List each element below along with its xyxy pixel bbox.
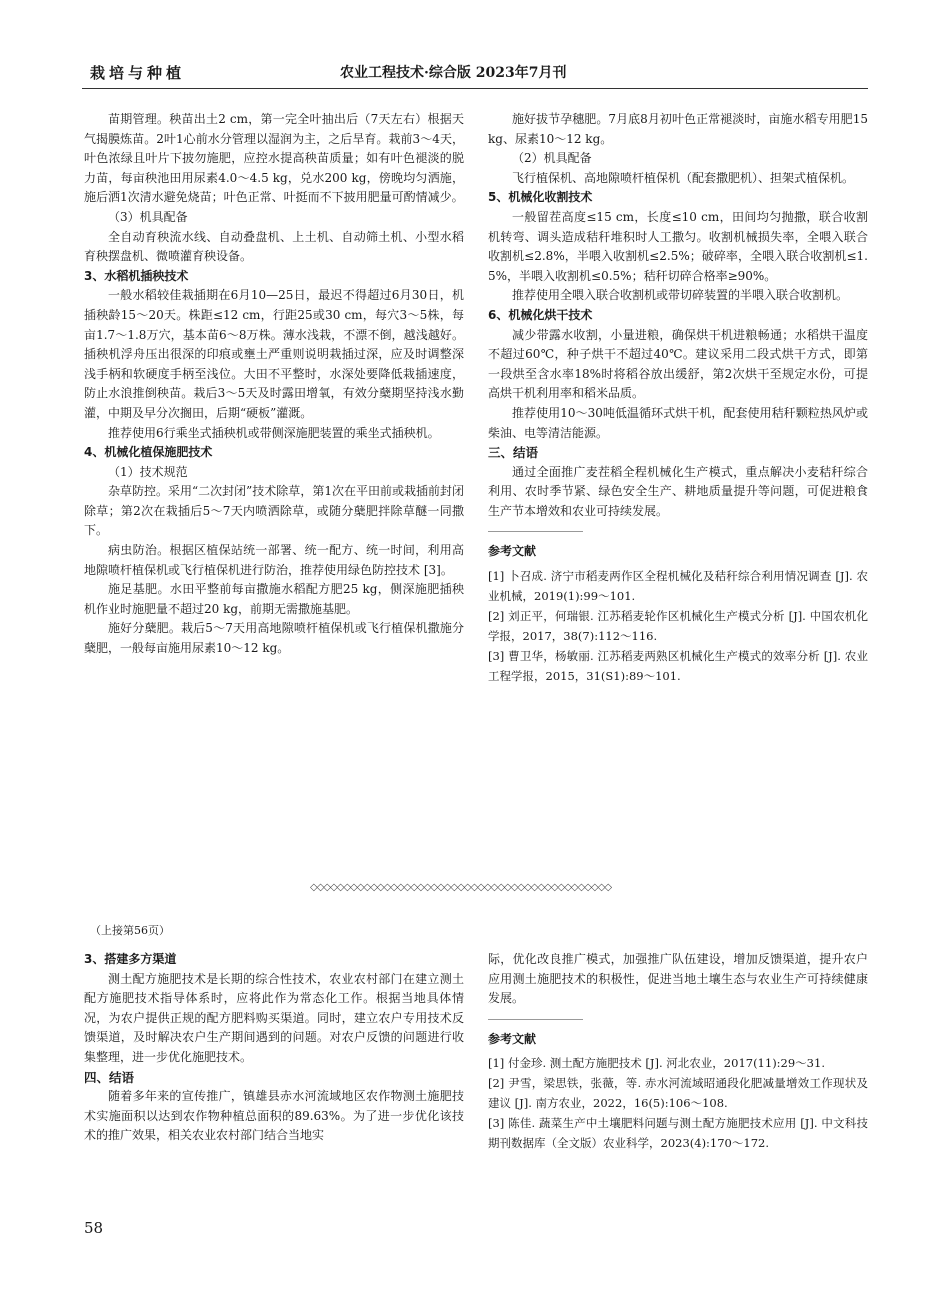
- paragraph: 通过全面推广麦茬稻全程机械化生产模式，重点解决小麦秸秆综合利用、农时季节紧、绿色安全生产、耕地质量提升等问题，可促进粮食生产节本增效和农业可持续发展。: [488, 464, 868, 518]
- section-heading: 5、机械化收割技术: [488, 190, 593, 205]
- reference-item: [1] 卜召成. 济宁市稻麦两作区全程机械化及秸秆综合利用情况调查 [J]. 农业机械，2019(1):99～101.: [488, 569, 868, 604]
- paragraph: 施足基肥。水田平整前每亩撒施水稻配方肥25 kg，侧深施肥插秧机作业时施肥量不超过20 kg，前期无需撒施基肥。: [84, 582, 464, 616]
- paragraph: 一般留茬高度≤15 cm，长度≤10 cm，田间均匀抛撒，联合收割机转弯、调头造成秸秆堆积时人工撒匀。收割机械损失率，全喂入联合收割机≤2.8%，半喂入收割机≤2.5%；破碎率，全喂入联合收割机≤1.5%，半喂入收割机≤0.5%；秸秆切碎合格率≥90%。: [488, 209, 868, 283]
- paragraph: 推荐使用10～30吨低温循环式烘干机，配套使用秸秆颗粒热风炉或柴油、电等清洁能源。: [488, 405, 868, 440]
- section-divider: ◇◇◇◇◇◇◇◇◇◇◇◇◇◇◇◇◇◇◇◇◇◇◇◇◇◇◇◇◇◇◇◇◇◇◇◇◇◇◇◇◇◇◇◇◇: [310, 882, 612, 893]
- subheading: （1）技术规范: [108, 464, 188, 479]
- lower-right-column: [488, 950, 868, 1153]
- reference-rule: [488, 1019, 583, 1020]
- section-heading: 3、搭建多方渠道: [84, 952, 177, 966]
- section-label: 栽培与种植: [90, 64, 186, 82]
- reference-item: [2] 刘正平，何瑞银. 江苏稻麦轮作区机械化生产模式分析 [J]. 中国农机化学报，2017，38(7):112～116.: [488, 609, 868, 644]
- paragraph: 际，优化改良推广模式，加强推广队伍建设，增加反馈渠道，提升农户应用测土施肥技术的积极性，促进当地土壤生态与农业生产可持续健康发展。: [488, 952, 868, 1006]
- reference-item: [2] 尹雪，梁思铁，张薇，等. 赤水河流域昭通段化肥减量增效工作现状及建议 [J]. 南方农业，2022，16(5):106～108.: [488, 1076, 868, 1111]
- lower-left-column: [84, 950, 464, 1146]
- paragraph: 施好拔节孕穗肥。7月底8月初叶色正常褪淡时，亩施水稻专用肥15 kg、尿素10～12 kg。: [488, 112, 868, 146]
- section-heading: 3、水稻机插秧技术: [84, 268, 189, 283]
- reference-rule: [488, 531, 583, 532]
- references-title: 参考文献: [488, 544, 537, 559]
- paragraph: 减少带露水收割，小量进粮，确保烘干机进粮畅通；水稻烘干温度不超过60℃，种子烘干不超过40℃。建议采用二段式烘干方式，即第一段烘至含水率18%时将稻谷放出缓舒，第2次烘干至规定水份，可提高烘干机利用率和稻米品质。: [488, 327, 868, 401]
- paragraph: 一般水稻较佳栽插期在6月10—25日，最迟不得超过6月30日，机插秧龄15～20天。株距≤12 cm，行距25或30 cm，每穴3～5株，每亩1.7～1.8万穴，基本苗6～8万株。薄水浅栽，不漂不倒，越浅越好。插秧机浮舟压出很深的印痕或壅土严重则说明栽插过深，应及时调整深浅手柄和软硬度手柄至浅位。大田不平整时，水深处要降低栽插速度，防止水浪推倒秧苗。栽后3～5天及时露田增氧，有效分蘖期坚持浅水勤灌，中期及早分次搁田，后期“硬板”灌溉。: [84, 288, 464, 420]
- upper-right-column: [488, 110, 868, 686]
- page-number: 58: [84, 1219, 104, 1237]
- header-rule: [82, 88, 868, 89]
- paragraph: 测土配方施肥技术是长期的综合性技术，农业农村部门在建立测土配方施肥技术指导体系时，应将此作为常态化工作。根据当地具体情况，为农户提供正规的配方肥料购买渠道。同时，建立农户专用技术反馈渠道，及时解决农户生产期间遇到的问题。对农户反馈的问题进行收集整理，进一步优化施肥技术。: [84, 971, 464, 1064]
- upper-left-column: [84, 110, 464, 659]
- subheading: （2）机具配备: [512, 151, 592, 166]
- section-heading: 6、机械化烘干技术: [488, 307, 593, 322]
- paragraph: 飞行植保机、高地隙喷杆植保机（配套撒肥机）、担架式植保机。: [512, 170, 855, 185]
- paragraph: 施好分蘖肥。栽后5～7天用高地隙喷杆植保机或飞行植保机撒施分蘖肥，一般每亩施用尿素10～12 kg。: [84, 621, 464, 656]
- conclusion-heading: 三、结语: [488, 445, 539, 461]
- references-title: 参考文献: [488, 1031, 537, 1046]
- paragraph: 推荐使用6行乘坐式插秧机或带侧深施肥装置的乘坐式插秧机。: [108, 425, 440, 440]
- reference-item: [3] 陈佳. 蔬菜生产中土壤肥料问题与测土配方施肥技术应用 [J]. 中文科技期刊数据库（全文版）农业科学，2023(4):170～172.: [488, 1116, 868, 1151]
- paragraph: 苗期管理。秧苗出土2 cm，第一完全叶抽出后（7天左右）根据天气揭膜炼苗。2叶1心前水分管理以湿润为主，之后旱育。栽前3～4天，叶色浓绿且叶片下披勿施肥，应控水提高秧苗质量；如有叶色褪淡的脱力苗，每亩秧池田用尿素4.0～4.5 kg，兑水200 kg，傍晚均匀洒施，施后洒1次清水避免烧苗；叶色正常、叶挺而不下披用肥量可酌情减少。: [84, 112, 464, 205]
- subheading: （3）机具配备: [108, 209, 188, 224]
- reference-item: [1] 付金珍. 测土配方施肥技术 [J]. 河北农业，2017(11):29～31.: [488, 1056, 825, 1071]
- journal-title: 农业工程技术·综合版 2023年7月刊: [340, 65, 567, 81]
- paragraph: 全自动育秧流水线、自动叠盘机、上土机、自动筛土机、小型水稻育秧摆盘机、微喷灌育秧设备。: [84, 229, 464, 264]
- paragraph: 随着多年来的宣传推广，镇雄县赤水河流域地区农作物测土施肥技术实施面积以达到农作物种植总面积的89.63%。为了进一步优化该技术的推广效果，相关农业农村部门结合当地实: [84, 1089, 464, 1143]
- paragraph: 杂草防控。采用“二次封闭”技术除草，第1次在平田前或栽插前封闭除草；第2次在栽插后5～7天内喷洒除草，或随分蘖肥拌除草醚一同撒下。: [84, 484, 464, 538]
- section-heading: 4、机械化植保施肥技术: [84, 445, 213, 460]
- reference-item: [3] 曹卫华，杨敏丽. 江苏稻麦两熟区机械化生产模式的效率分析 [J]. 农业工程学报，2015，31(S1):89～101.: [488, 649, 868, 684]
- paragraph: 推荐使用全喂入联合收割机或带切碎装置的半喂入联合收割机。: [512, 288, 849, 303]
- conclusion-heading: 四、结语: [84, 1069, 135, 1085]
- continued-note: （上接第56页）: [90, 924, 170, 937]
- paragraph: 病虫防治。根据区植保站统一部署、统一配方、统一时间，利用高地隙喷杆植保机或飞行植保机进行防治，推荐使用绿色防控技术 [3]。: [84, 543, 464, 577]
